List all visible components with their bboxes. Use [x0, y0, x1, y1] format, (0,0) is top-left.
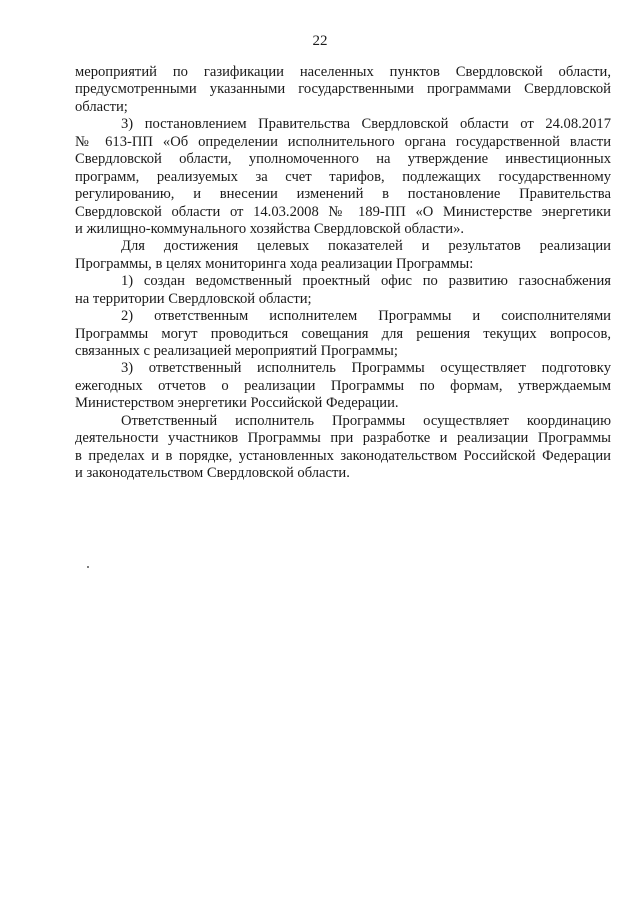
text-line: мероприятий по газификации населенных пунктов Свердловской области, — [75, 64, 611, 80]
paragraph — [75, 273, 611, 308]
text-line: Свердловской области, уполномоченного на утверждение инвестиционных — [75, 151, 611, 168]
text-line: области; — [75, 98, 128, 115]
text-line: в пределах и в порядке, установленных законодательством Российской Федерации — [75, 447, 611, 464]
text-line: связанных с реализацией мероприятий Программы; — [75, 343, 398, 359]
text-line: Министерством энергетики Российской Федерации. — [75, 395, 399, 412]
text-line: Ответственный исполнитель Программы осуществляет координацию — [121, 412, 611, 429]
text-line: деятельности участников Программы при разработке и реализации Программы — [75, 430, 611, 447]
paragraph — [75, 116, 611, 238]
text-line: Программы, в целях мониторинга хода реализации Программы: — [75, 255, 474, 272]
text-line: на территории Свердловской области; — [75, 290, 312, 307]
paragraph — [75, 413, 611, 483]
text-line: 1) создан ведомственный проектный офис по развитию газоснабжения — [121, 273, 611, 290]
text-line: предусмотренными указанными государственными программами Свердловской — [75, 81, 611, 98]
text-line: 2) ответственным исполнителем Программы и соисполнителями — [121, 308, 611, 325]
text-line: Для достижения целевых показателей и результатов реализации — [121, 238, 611, 255]
text-line: № 613-ПП «Об определении исполнительного органа государственной власти — [75, 133, 611, 150]
text-line: регулированию, и внесении изменений в постановление Правительства — [75, 186, 611, 203]
text-line: и жилищно-коммунального хозяйства Свердловской области». — [75, 220, 465, 237]
text-line: 3) постановлением Правительства Свердловской области от 24.08.2017 — [121, 116, 611, 133]
paragraph — [75, 360, 611, 412]
text-line: программ, реализуемых за счет тарифов, подлежащих государственному — [75, 168, 611, 185]
page-number: 22 — [312, 33, 328, 49]
text-line: Свердловской области от 14.03.2008 № 189-ПП «О Министерстве энергетики — [75, 203, 611, 220]
scan-speck — [87, 566, 89, 568]
document-body — [75, 64, 611, 483]
text-line: 3) ответственный исполнитель Программы осуществляет подготовку — [121, 360, 611, 377]
paragraph — [75, 238, 611, 273]
paragraph — [75, 308, 611, 360]
paragraph — [75, 64, 611, 116]
text-line: Программы могут проводиться совещания для решения текущих вопросов, — [75, 325, 611, 342]
text-line: и законодательством Свердловской области. — [75, 465, 350, 482]
text-line: ежегодных отчетов о реализации Программы по формам, утверждаемым — [75, 377, 611, 394]
